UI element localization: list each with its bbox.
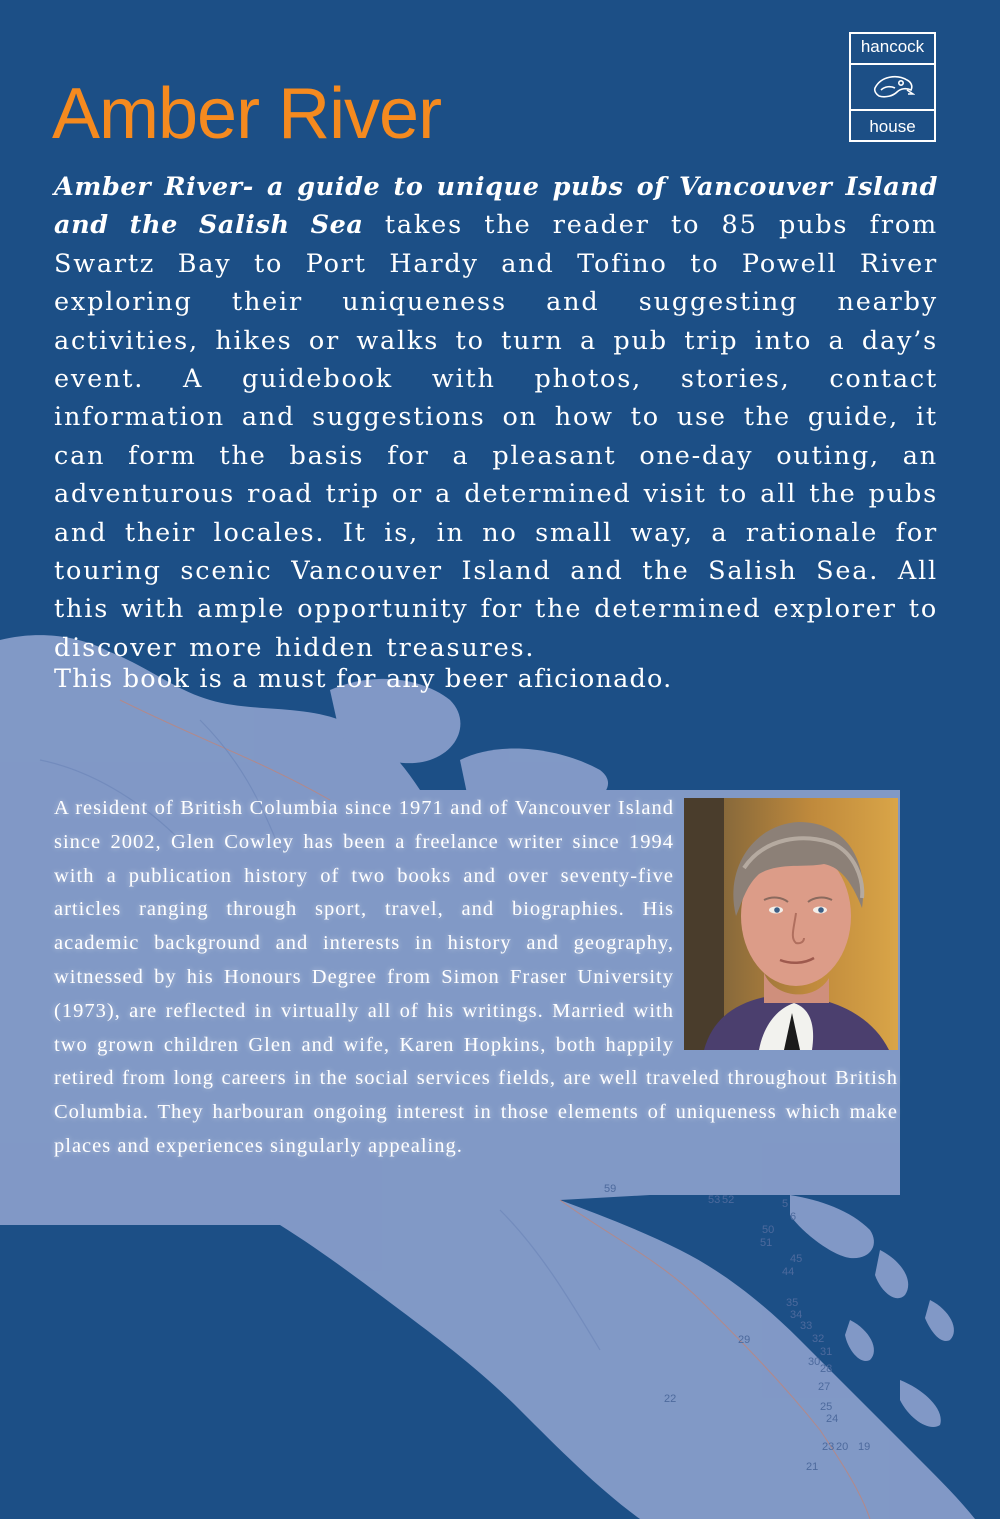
map-label: 29: [738, 1334, 751, 1346]
map-label: 21: [806, 1461, 819, 1473]
author-bio: [54, 792, 898, 1164]
publisher-name-bottom: house: [869, 117, 916, 136]
map-label: 31: [820, 1346, 833, 1358]
map-label: 35: [786, 1297, 799, 1309]
description-bold-intro: Amber River- a guide to unique pubs of Vancouver Island and the Salish Sea: [54, 172, 938, 241]
map-label: 52: [722, 1194, 735, 1206]
tagline: This book is a must for any beer aficionado.: [54, 664, 673, 694]
book-title: Amber River: [52, 74, 442, 154]
map-label: 45: [790, 1253, 803, 1265]
map-label: 34: [790, 1309, 803, 1321]
eagle-icon: [851, 63, 934, 111]
map-label: 22: [664, 1393, 677, 1405]
map-label: 27: [818, 1381, 831, 1393]
map-label: 28: [820, 1363, 833, 1375]
map-label: 33: [800, 1320, 813, 1332]
map-label: 5: [782, 1198, 789, 1210]
map-label: 59: [604, 1183, 617, 1195]
author-photo: [684, 798, 898, 1050]
map-label: 24: [826, 1413, 839, 1425]
map-label: 44: [782, 1266, 795, 1278]
publisher-logo: [849, 32, 936, 142]
map-label: 19: [858, 1441, 871, 1453]
map-label: 32: [812, 1333, 825, 1345]
map-label: 20: [836, 1441, 849, 1453]
map-label: 30: [808, 1356, 821, 1368]
map-label: 23: [822, 1441, 835, 1453]
map-label: 6: [790, 1211, 797, 1223]
publisher-name-top: hancock: [860, 37, 925, 56]
map-label: 50: [762, 1224, 775, 1236]
book-description: [54, 168, 938, 667]
map-label: 53: [708, 1194, 721, 1206]
map-label: 25: [820, 1401, 833, 1413]
map-label: 51: [760, 1237, 773, 1249]
author-bio-text: A resident of British Columbia since 1971 and of Vancouver Island since 2002, Glen Cowley has been a freelance writer since 1994 with a publication history of two books and over seventy-five articles ranging through sport, travel, and biographies. His academic background and interests in history and geography, witnessed by his Honours Degree from Simon Fraser University (1973), are reflected in virtually all of his writings. Married with two grown children Glen and wife, Karen Hopkins, both happily retired from long careers in the social services fields, are well traveled throughout British Columbia. They harbouran ongoing interest in those elements of uniqueness which make places and experiences singularly appealing.: [54, 797, 898, 1157]
description-body: takes the reader to 85 pubs from Swartz Bay to Port Hardy and Tofino to Powell River exploring their uniqueness and suggesting nearby activities, hikes or walks to turn a pub trip into a day’s event. A guidebook with photos, stories, contact information and suggestions on how to use the guide, it can form the basis for a pleasant one-day outing, an adventurous road trip or a determined visit to all the pubs and their locales. It is, in no small way, a rationale for touring scenic Vancouver Island and the Salish Sea. All this with ample opportunity for the determined explorer to discover more hidden treasures.: [54, 210, 938, 663]
